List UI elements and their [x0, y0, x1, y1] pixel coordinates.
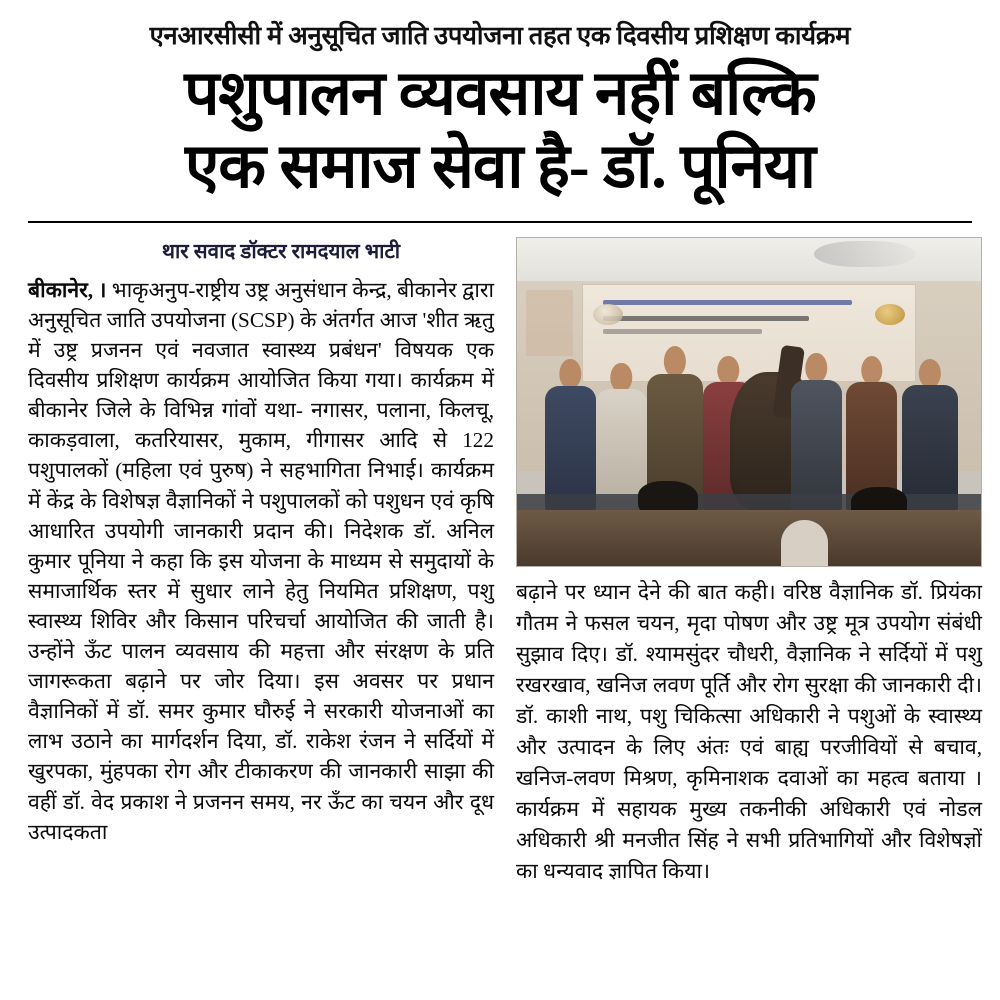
right-column	[516, 237, 982, 887]
photo-floor	[517, 494, 981, 510]
person-head	[919, 359, 941, 388]
byline: थार सवाद डॉक्टर रामदयाल भाटी	[161, 240, 401, 263]
left-column-text: भाकृअनुप-राष्ट्रीय उष्ट्र अनुसंधान केन्द्र, बीकानेर द्वारा अनुसूचित जाति उपयोजना (SCSP) के अंतर्गत आज 'शीत ऋतु में उष्ट्र प्रजनन एवं नवजात स्वास्थ्य प्रबंधन' विषयक एक दिवसीय प्रशिक्षण कार्यक्रम आयोजित किया गया। कार्यक्रम में बीकानेर जिले के विभिन्न गांवों यथा- नगासर, पलाना, किलचू, काकड़वाला, कतरियासर, मुकाम, गीगासर आदि से 122 पशुपालकों (महिला एवं पुरुष) ने सहभागिता निभाई। कार्यक्रम में केंद्र के विशेषज्ञ वैज्ञानिकों ने पशुपालकों को पशुधन एवं कृषि आधारित उपयोगी जानकारी प्रदान की। निदेशक डॉ. अनिल कुमार पूनिया ने कहा कि इस योजना के माध्यम से समुदायों के समाजार्थिक स्तर में सुधार लाने हेतु नियमित प्रशिक्षण, पशु स्वास्थ्य शिविर और किसान परिचर्चा आयोजित की जाती है। उन्होंने ऊँट पालन व्यवसाय की महत्ता और संरक्षण के प्रति जागरूकता बढ़ाने पर जोर दिया। इस अवसर पर प्रधान वैज्ञानिकों में डॉ. समर कुमार घौरुई ने सरकारी योजनाओं का लाभ उठाने का मार्गदर्शन दिया, डॉ. राकेश रंजन ने सर्दियों में खुरपका, मुंहपका रोग और टीकाकरण की जानकारी साझा की वहीं डॉ. वेद प्रकाश ने प्रजनन समय, नर ऊँट का चयन और दूध उत्पादकता	[28, 277, 494, 844]
person-body	[902, 385, 958, 510]
person-body	[545, 386, 596, 510]
person-head	[806, 353, 827, 383]
person-7	[902, 359, 958, 510]
banner-text-line-3	[603, 329, 762, 334]
article-kicker: एनआरसीसी में अनुसूचित जाति उपयोजना तहत एक दिवसीय प्रशिक्षण कार्यक्रम	[149, 21, 851, 50]
page-title	[28, 60, 972, 203]
person-head	[664, 346, 686, 377]
banner-text-line-1	[603, 300, 852, 305]
headline-line-2: एक समाज सेवा है- डॉ. पूनिया	[185, 133, 815, 202]
header-divider	[28, 221, 972, 223]
person-head	[717, 356, 738, 385]
headline-line-1: पशुपालन व्यवसाय नहीं बल्कि	[184, 60, 816, 129]
ceiling-fan-icon	[814, 241, 916, 267]
icar-logo-icon	[593, 304, 623, 325]
person-body	[791, 380, 842, 511]
right-column-text: बढ़ाने पर ध्यान देने की बात कही। वरिष्ठ वैज्ञानिक डॉ. प्रियंका गौतम ने फसल चयन, मृदा पोषण और उष्ट्र मूत्र उपयोग संबंधी सुझाव दिए। डॉ. श्यामसुंदर चौधरी, वैज्ञानिक ने सर्दियों में पशु रखरखाव, खनिज लवण पूर्ति और रोग सुरक्षा की जानकारी दी। डॉ. काशी नाथ, पशु चिकित्सा अधिकारी ने पशुओं के स्वास्थ्य और उत्पादन के लिए अंतः एवं बाह्य परजीवियों से बचाव, खनिज-लवण मिश्रण, कृमिनाशक दवाओं का महत्व बताया । कार्यक्रम में सहायक मुख्य तकनीकी अधिकारी एवं नोडल अधिकारी श्री मनजीत सिंह ने सभी प्रतिभागियों और विशेषज्ञों का धन्यवाद ज्ञापित किया।	[516, 579, 982, 883]
person-2	[596, 363, 647, 511]
audience-head	[781, 520, 827, 566]
photo-side-banner	[526, 290, 572, 356]
article-photo	[516, 237, 982, 567]
nrcc-logo-icon	[875, 304, 905, 325]
person-head	[861, 356, 882, 385]
photo-scene	[517, 238, 981, 566]
left-column	[28, 237, 494, 847]
left-column-paragraph	[28, 275, 494, 847]
person-1	[545, 359, 596, 510]
person-head	[560, 359, 581, 389]
person-5	[791, 353, 842, 510]
article-body	[28, 237, 982, 887]
dateline: बीकानेर, ।	[28, 277, 107, 302]
banner-text-line-2	[603, 316, 809, 321]
person-head	[611, 363, 632, 393]
photo-foreground-table	[517, 510, 981, 566]
